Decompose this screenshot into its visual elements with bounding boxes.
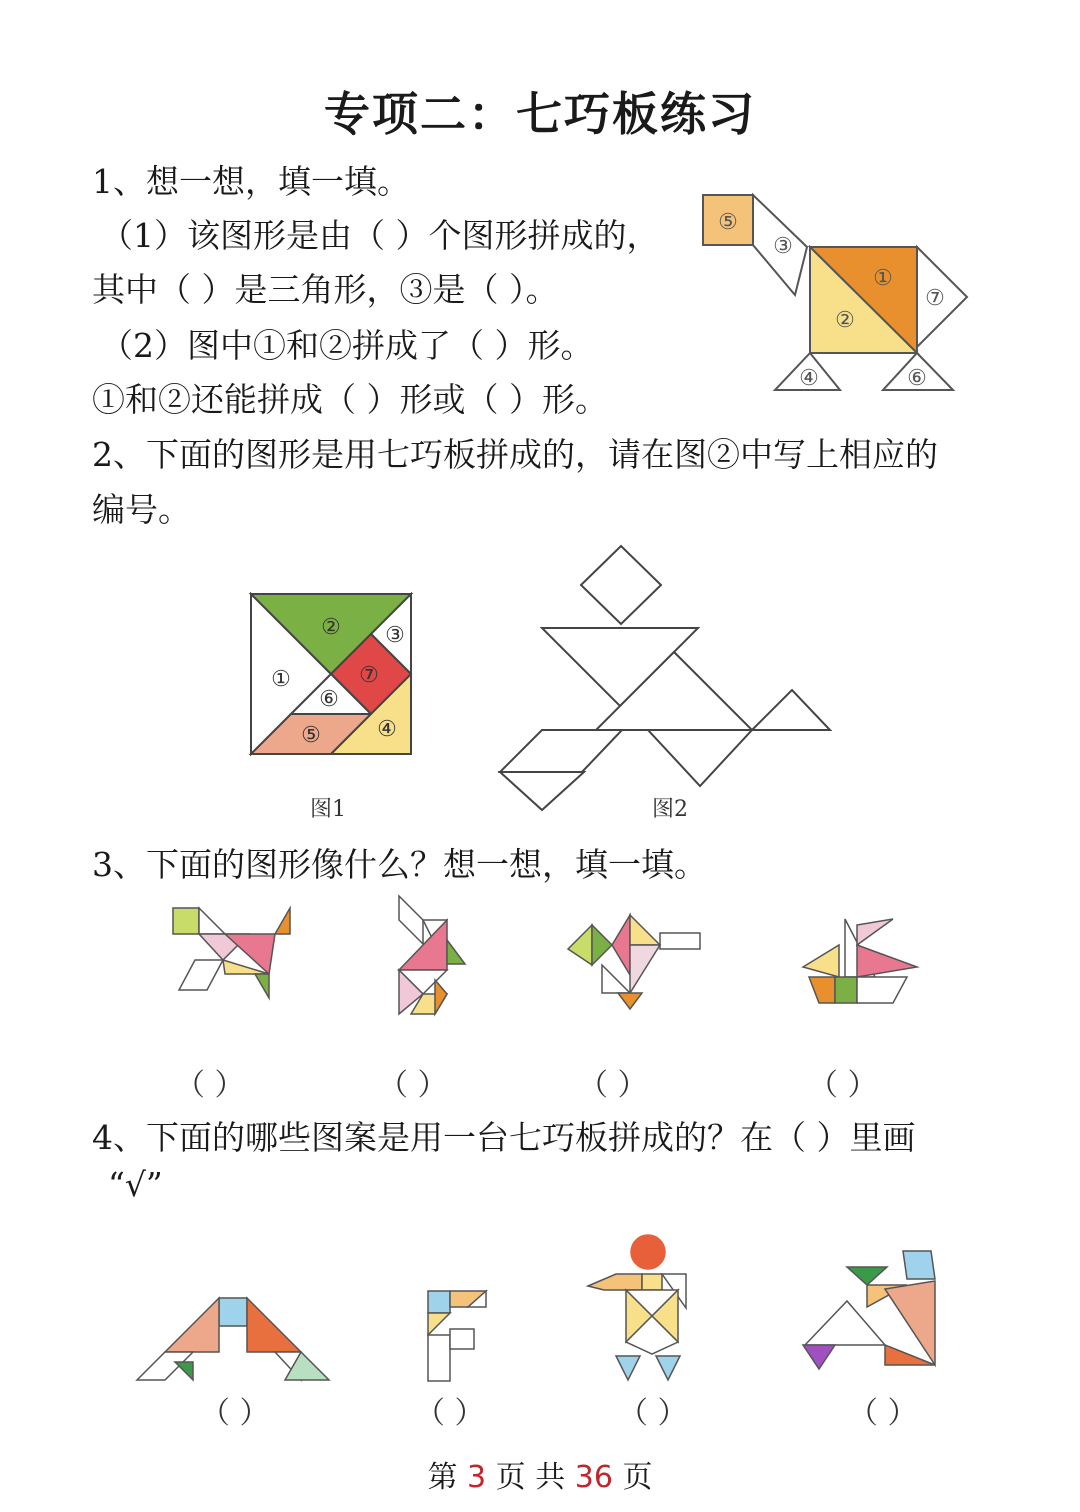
q3-heading: 3、下面的图形像什么？想一想，填一填。 bbox=[92, 845, 707, 884]
q1-part1-line2: 其中（ ）是三角形，③是（ ）。 bbox=[92, 270, 559, 309]
label-3: ③ bbox=[773, 234, 793, 259]
page-title: 专项二：七巧板练习 bbox=[324, 87, 756, 141]
fig1-label-4: ④ bbox=[377, 717, 397, 742]
footer-suffix: 页 bbox=[622, 1460, 653, 1495]
q4-answer-4[interactable]: （ ） bbox=[848, 1396, 918, 1431]
fig1-label-7: ⑦ bbox=[359, 663, 379, 688]
q4-shape-letter-f bbox=[420, 1285, 495, 1390]
q2-heading-line1: 2、下面的图形是用七巧板拼成的，请在图②中写上相应的 bbox=[92, 435, 938, 474]
q1-part2-line2: ①和②还能拼成（ ）形或（ ）形。 bbox=[92, 380, 608, 419]
label-6: ⑥ bbox=[907, 366, 927, 391]
q1-tangram-figure bbox=[695, 185, 985, 405]
label-4: ④ bbox=[799, 366, 819, 391]
footer-page-number: 3 bbox=[467, 1460, 487, 1495]
q3-answer-4[interactable]: （ ） bbox=[808, 1068, 878, 1103]
q4-shape-person bbox=[580, 1232, 700, 1392]
q2-figure-1 bbox=[245, 588, 420, 763]
q1-part2-line1: （2）图中①和②拼成了（ ）形。 bbox=[100, 326, 594, 365]
fig1-label-6: ⑥ bbox=[319, 687, 339, 712]
fig2-leg-right bbox=[648, 730, 752, 786]
q3-shape-rabbit bbox=[385, 890, 485, 1020]
fig2-head bbox=[581, 546, 661, 624]
q4-answer-2[interactable]: （ ） bbox=[415, 1396, 485, 1431]
q4-shape-bridge bbox=[135, 1290, 340, 1390]
q3-answer-3[interactable]: （ ） bbox=[578, 1068, 648, 1103]
footer-middle: 页 共 bbox=[495, 1460, 566, 1495]
q1-heading: 1、想一想，填一填。 bbox=[92, 162, 410, 201]
page-footer bbox=[0, 1452, 1080, 1496]
q2-heading-line2: 编号。 bbox=[92, 490, 191, 529]
q4-shape-runner bbox=[795, 1245, 945, 1375]
q1-part1-line1: （1）该图形是由（ ）个图形拼成的， bbox=[100, 216, 660, 255]
fig1-label-3: ③ bbox=[385, 623, 405, 648]
q3-answer-2[interactable]: （ ） bbox=[378, 1068, 448, 1103]
q4-heading-line1: 4、下面的哪些图案是用一台七巧板拼成的？在（ ）里画 bbox=[92, 1118, 916, 1157]
fig1-caption: 图1 bbox=[310, 797, 346, 822]
fig2-leg-left bbox=[500, 730, 622, 772]
q3-shape-boat bbox=[795, 905, 930, 1015]
fig2-foot bbox=[500, 772, 584, 810]
fig1-label-1: ① bbox=[271, 667, 291, 692]
label-2: ② bbox=[835, 308, 855, 333]
q4-heading-line2: “√” bbox=[108, 1165, 163, 1204]
fig1-label-2: ② bbox=[321, 615, 341, 640]
q2-figure-2 bbox=[480, 540, 840, 820]
label-1: ① bbox=[873, 266, 893, 291]
footer-total-pages: 36 bbox=[574, 1460, 613, 1495]
q3-shape-bird bbox=[560, 905, 705, 1015]
fig1-label-5: ⑤ bbox=[301, 723, 321, 748]
label-5: ⑤ bbox=[718, 210, 738, 235]
fig2-arm bbox=[752, 690, 830, 730]
q4-answer-1[interactable]: （ ） bbox=[200, 1396, 270, 1431]
q4-answer-3[interactable]: （ ） bbox=[618, 1396, 688, 1431]
fig2-caption: 图2 bbox=[652, 797, 688, 822]
q3-shape-dog bbox=[165, 900, 300, 1010]
q3-answer-1[interactable]: （ ） bbox=[175, 1068, 245, 1103]
label-7: ⑦ bbox=[925, 286, 945, 311]
footer-prefix: 第 bbox=[427, 1460, 458, 1495]
